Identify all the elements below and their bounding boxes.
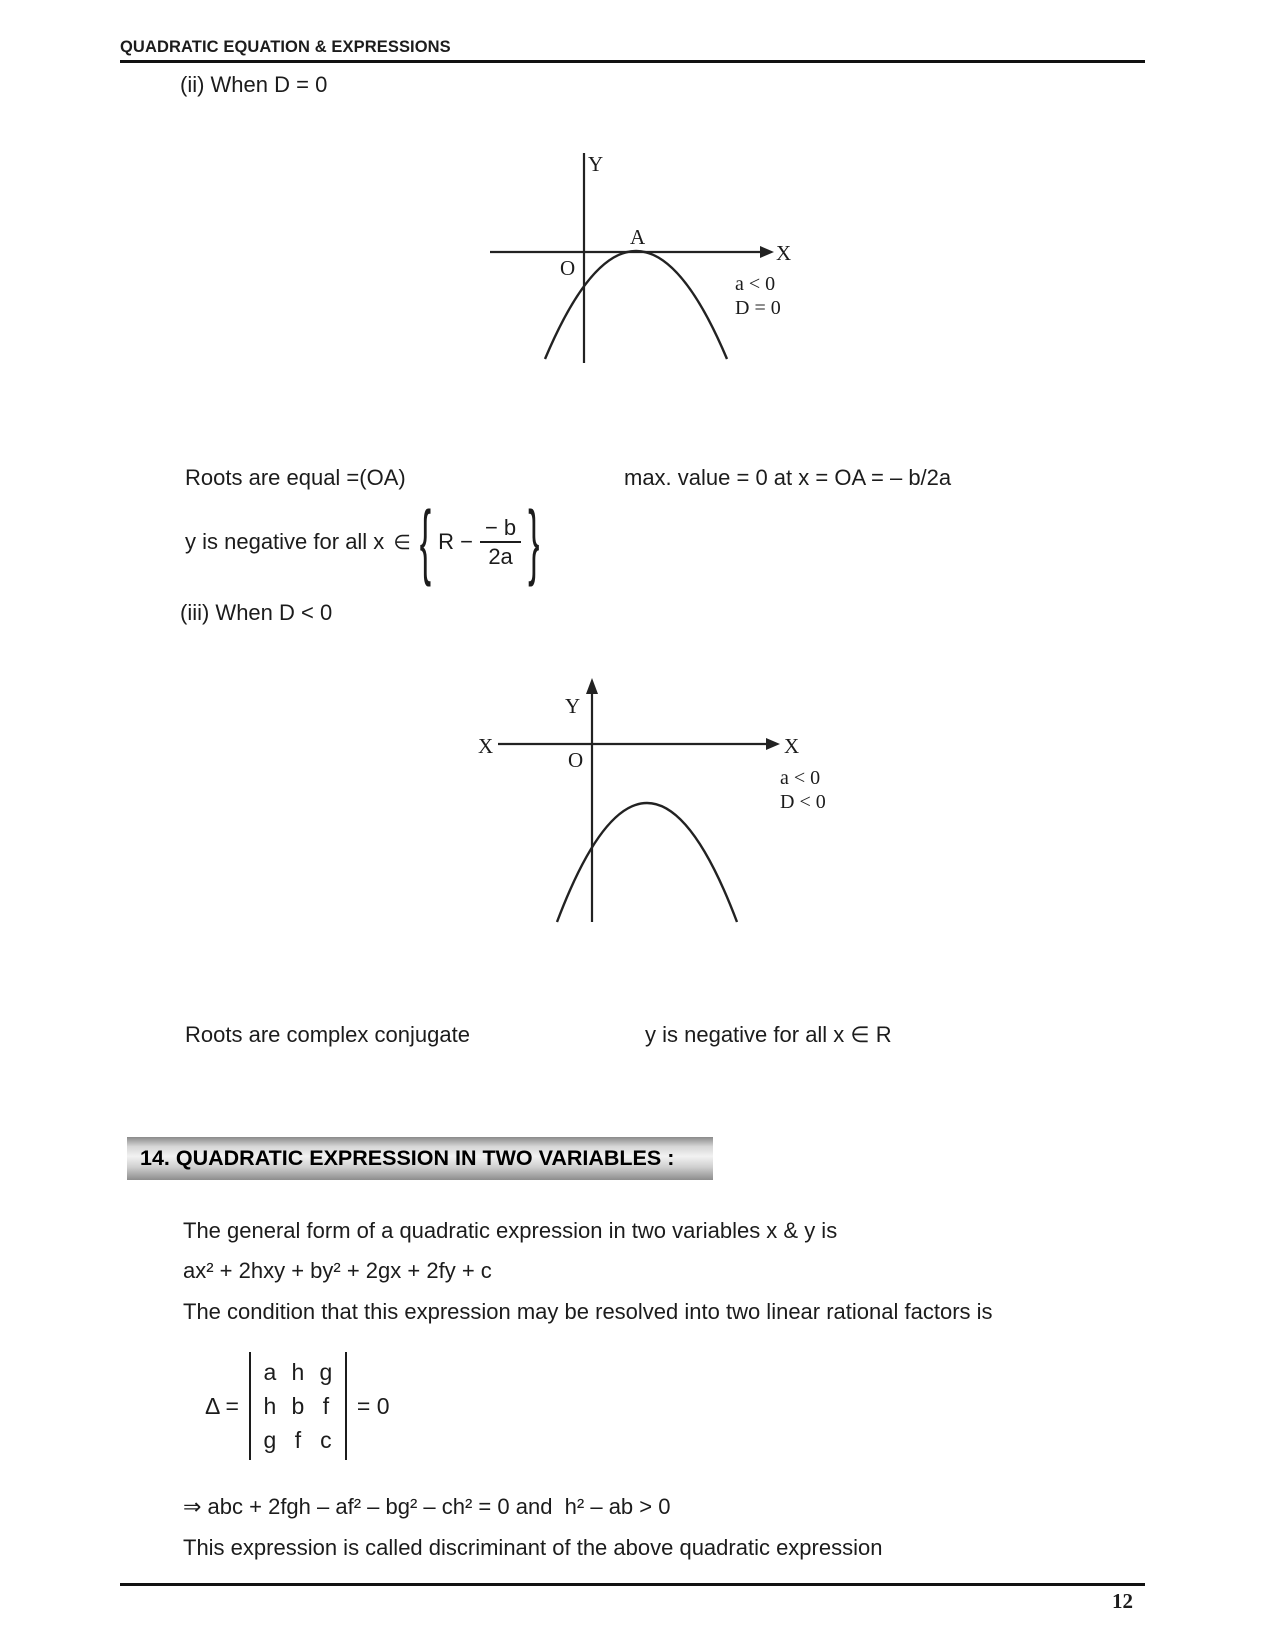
section-14-paragraph-2: The condition that this expression may be resolved into two linear rational factors is	[183, 1299, 993, 1324]
matrix-cell: c	[320, 1427, 332, 1453]
case-d-negative-heading: (iii) When D < 0	[180, 600, 333, 625]
x-axis-left-label: X	[478, 734, 494, 758]
negative-formula-prefix: y is negative for all x	[185, 529, 385, 554]
header-rule	[120, 60, 1145, 63]
max-value-text: max. value = 0 at x = OA = – b/2a	[624, 465, 952, 490]
determinant-matrix	[249, 1352, 347, 1460]
matrix-row	[256, 1355, 340, 1389]
section-14-paragraph-1: The general form of a quadratic expression in two variables x & y is	[183, 1218, 838, 1243]
graph-annotation-d: D = 0	[735, 297, 781, 319]
matrix-cell: a	[263, 1359, 277, 1385]
discriminant-determinant	[205, 1352, 390, 1460]
negative-all-r-text: y is negative for all x ∈ R	[645, 1022, 892, 1047]
graph-annotation-a: a < 0	[780, 767, 821, 789]
fraction-denominator: 2a	[488, 544, 513, 569]
matrix-cell: h	[263, 1393, 277, 1419]
open-brace: {	[419, 495, 432, 589]
y-axis-arrow-icon	[586, 678, 598, 694]
x-axis-right-label: X	[784, 734, 800, 758]
determinant-rhs: = 0	[356, 1392, 390, 1419]
graph-annotation-a: a < 0	[735, 273, 776, 295]
vertex-label: A	[630, 225, 646, 249]
matrix-cell: b	[291, 1393, 305, 1419]
matrix-cell: f	[294, 1427, 302, 1453]
page-number: 12	[1112, 1589, 1133, 1613]
x-axis-arrow-icon	[760, 246, 774, 258]
origin-label: O	[560, 256, 576, 280]
matrix-cell: h	[291, 1359, 305, 1385]
matrix-cell: f	[322, 1393, 330, 1419]
section-14-title-bar: 14. QUADRATIC EXPRESSION IN TWO VARIABLES :	[127, 1137, 713, 1180]
parabola-graph-d-negative	[440, 640, 850, 930]
matrix-row	[256, 1389, 340, 1423]
discriminant-conclusion: ⇒ abc + 2fgh – af² – bg² – ch² = 0 and h² – ab > 0	[183, 1494, 671, 1519]
fraction-b-over-2a	[480, 515, 521, 570]
origin-label: O	[568, 748, 584, 772]
page-header-title: QUADRATIC EQUATION & EXPRESSIONS	[120, 38, 451, 56]
discriminant-note: This expression is called discriminant of the above quadratic expression	[183, 1535, 883, 1560]
element-of-symbol: ∈	[393, 531, 411, 554]
parabola-curve	[557, 803, 737, 922]
fraction-numerator: − b	[480, 515, 521, 543]
roots-equal-text: Roots are equal =(OA)	[185, 465, 406, 490]
x-axis-arrow-icon	[766, 738, 780, 750]
parabola-graph-d-zero	[440, 138, 850, 373]
y-axis-label: Y	[588, 152, 604, 176]
determinant-lhs: Δ =	[205, 1392, 239, 1419]
matrix-cell: g	[263, 1427, 277, 1453]
y-axis-label: Y	[565, 694, 581, 718]
graph-annotation-d: D < 0	[780, 791, 826, 813]
negative-set-formula	[185, 496, 540, 588]
set-symbol: R −	[438, 529, 473, 554]
case-d-zero-heading: (ii) When D = 0	[180, 72, 328, 97]
matrix-row	[256, 1423, 340, 1457]
close-brace: }	[528, 495, 540, 589]
matrix-cell: g	[319, 1359, 333, 1385]
general-form-expression: ax² + 2hxy + by² + 2gx + 2fy + c	[183, 1258, 492, 1283]
footer-rule	[120, 1583, 1145, 1586]
x-axis-label: X	[776, 241, 792, 265]
roots-complex-text: Roots are complex conjugate	[185, 1022, 470, 1047]
